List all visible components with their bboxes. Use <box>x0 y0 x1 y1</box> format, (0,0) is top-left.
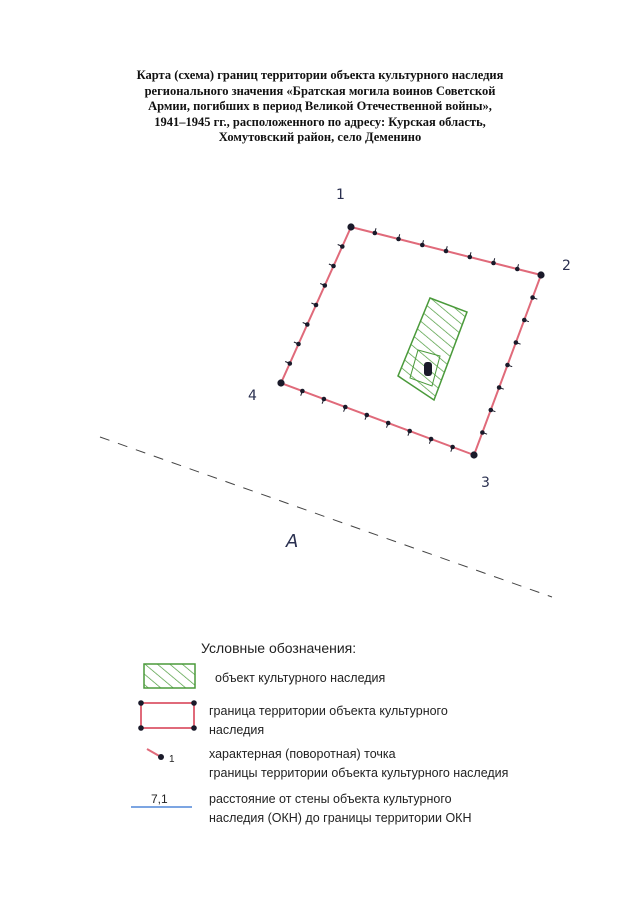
monument-icon <box>424 362 432 376</box>
legend-boundary-corner <box>191 725 197 731</box>
legend-boundary-swatch <box>141 703 194 728</box>
legend-distance-line-1: расстояние от стены объекта культурного <box>209 792 452 806</box>
road-line <box>100 437 552 597</box>
title-line-5: Хомутовский район, село Деменино <box>218 130 422 144</box>
boundary-turn-point <box>322 397 327 402</box>
legend-point-line-1: характерная (поворотная) точка <box>209 747 396 761</box>
legend-boundary-line-1: граница территории объекта культурного <box>209 704 448 718</box>
legend-heritage-label: объект культурного наследия <box>215 671 386 685</box>
title-line-1: Карта (схема) границ территории объекта культурного наследия <box>136 68 504 82</box>
legend-distance-line-2: наследия (ОКН) до границы территории ОКН <box>209 811 472 825</box>
legend-boundary-text <box>209 702 448 740</box>
territory-boundary <box>281 227 541 455</box>
boundary-turn-point <box>429 437 434 442</box>
legend-boundary-corner <box>191 700 197 706</box>
legend-boundary-corner <box>138 725 144 731</box>
legend-heritage-swatch <box>144 664 195 688</box>
point-label-2: 2 <box>562 258 571 274</box>
corner-point-1 <box>347 223 354 230</box>
legend-distance-sample: 7,1 <box>151 792 168 806</box>
title-line-4: 1941–1945 гг., расположенного по адресу: Курская область, <box>154 114 486 129</box>
point-label-4: 4 <box>248 388 257 404</box>
corner-point-2 <box>537 271 544 278</box>
title-line-3: Армии, погибших в период Великой Отечественной войны», <box>148 99 492 113</box>
boundary-ticks <box>285 228 537 452</box>
legend-boundary-line-2: наследия <box>209 723 265 737</box>
corner-point-3 <box>470 451 477 458</box>
legend-point-line-2: границы территории объекта культурного наследия <box>209 766 509 780</box>
legend-point-text <box>209 745 508 783</box>
legend-point-dot <box>158 754 164 760</box>
legend-title: Условные обозначения: <box>201 640 357 656</box>
boundary-turn-point <box>300 389 305 394</box>
road-label: А <box>286 531 299 552</box>
boundary-turn-point <box>450 445 455 450</box>
corner-point-4 <box>277 379 284 386</box>
title-line-2: регионального значения «Братская могила воинов Советской <box>144 83 496 98</box>
point-label-3: 3 <box>481 475 490 491</box>
legend-point-sample: 1 <box>169 754 175 765</box>
legend-distance-text <box>209 790 472 828</box>
legend-heritage-text <box>215 669 385 688</box>
point-label-1: 1 <box>336 187 345 203</box>
legend-boundary-corner <box>138 700 144 706</box>
